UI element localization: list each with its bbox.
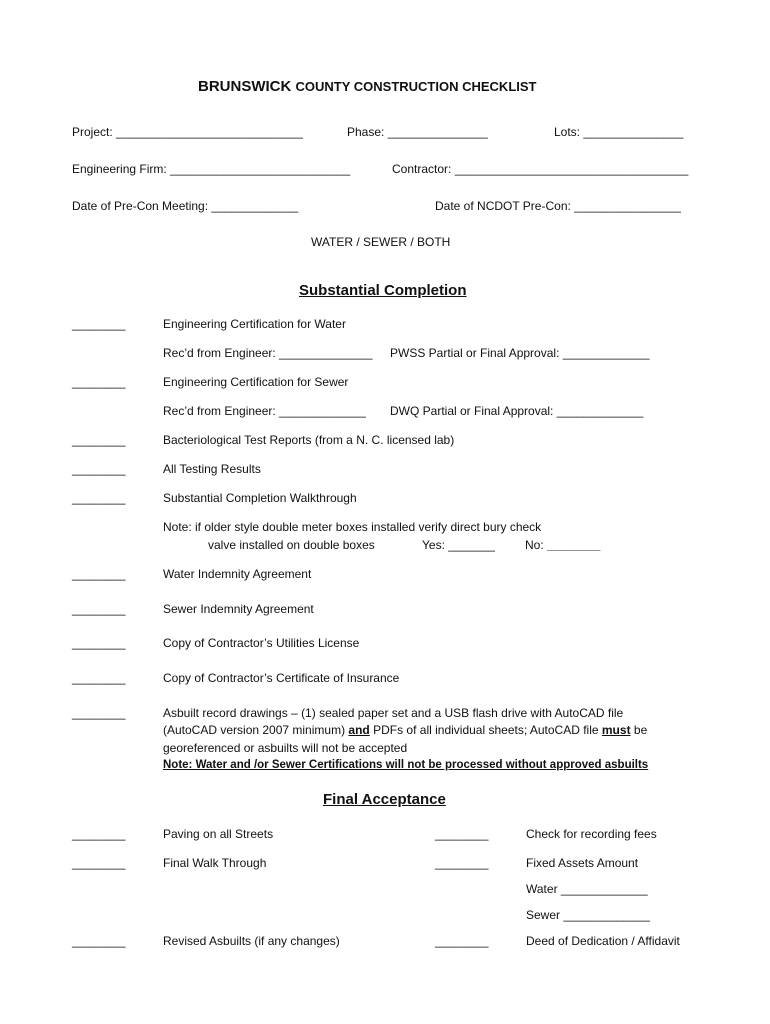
substantial-completion-heading: Substantial Completion	[299, 282, 467, 299]
checkbox-blank[interactable]: ________	[72, 934, 126, 948]
checkbox-blank[interactable]: ________	[72, 375, 126, 389]
asbuilt-line-1: Asbuilt record drawings – (1) sealed paper set and a USB flash drive with AutoCAD file	[163, 706, 624, 720]
no-label: No:	[525, 538, 544, 552]
checkbox-blank[interactable]: ________	[72, 706, 126, 720]
checkbox-blank[interactable]: ________	[72, 567, 126, 581]
asbuilt-line-2: (AutoCAD version 2007 minimum) and PDFs of all individual sheets; AutoCAD file must be	[163, 723, 648, 737]
water-indemnity: Water Indemnity Agreement	[163, 567, 312, 581]
checkbox-blank[interactable]: ________	[72, 636, 126, 650]
asbuilt-line-3: georeferenced or asbuilts will not be accepted	[163, 741, 408, 755]
contractor-field[interactable]: Contractor: ___________________________________	[392, 162, 689, 176]
dwq-approval-field[interactable]: DWQ Partial or Final Approval: _____________	[390, 404, 644, 418]
utility-type: WATER / SEWER / BOTH	[311, 235, 451, 249]
revised-asbuilts: Revised Asbuilts (if any changes)	[163, 934, 340, 948]
checkbox-blank[interactable]: ________	[72, 491, 126, 505]
checkbox-blank[interactable]: ________	[72, 462, 126, 476]
yes-field[interactable]: Yes: _______	[422, 538, 495, 552]
final-walk-through: Final Walk Through	[163, 856, 267, 870]
fixed-assets-amount: Fixed Assets Amount	[526, 856, 639, 870]
precon-date-field[interactable]: Date of Pre-Con Meeting: _____________	[72, 199, 299, 213]
phase-field[interactable]: Phase: _______________	[347, 125, 488, 139]
eng-cert-sewer: Engineering Certification for Sewer	[163, 375, 349, 389]
checkbox-blank[interactable]: ________	[435, 934, 489, 948]
certificate-of-insurance: Copy of Contractor’s Certificate of Insurance	[163, 671, 400, 685]
and-emphasis: and	[348, 723, 370, 737]
all-testing-results: All Testing Results	[163, 462, 261, 476]
no-field[interactable]	[525, 538, 600, 552]
recd-water-field[interactable]: Rec’d from Engineer: ______________	[163, 346, 373, 360]
checkbox-blank[interactable]: ________	[72, 433, 126, 447]
engineering-firm-field[interactable]: Engineering Firm: ___________________________	[72, 162, 351, 176]
ncdot-precon-field[interactable]: Date of NCDOT Pre-Con: ________________	[435, 199, 681, 213]
completion-walkthrough: Substantial Completion Walkthrough	[163, 491, 357, 505]
must-emphasis: must	[601, 723, 631, 737]
meter-box-note-cont: valve installed on double boxes	[208, 538, 375, 552]
recd-sewer-field[interactable]: Rec’d from Engineer: _____________	[163, 404, 366, 418]
pwss-approval-field[interactable]: PWSS Partial or Final Approval: _____________	[390, 346, 650, 360]
checkbox-blank[interactable]: ________	[72, 827, 126, 841]
paving-streets: Paving on all Streets	[163, 827, 274, 841]
sewer-indemnity: Sewer Indemnity Agreement	[163, 602, 314, 616]
title-main: BRUNSWICK	[198, 78, 292, 95]
checkbox-blank[interactable]: ________	[72, 856, 126, 870]
checkbox-blank[interactable]: ________	[435, 827, 489, 841]
checkbox-blank[interactable]: ________	[435, 856, 489, 870]
asbuilt-note: Note: Water and /or Sewer Certifications will not be processed without approved asbuilts	[163, 759, 649, 771]
eng-cert-water: Engineering Certification for Water	[163, 317, 346, 331]
water-amount-field[interactable]: Water _____________	[526, 882, 648, 896]
final-acceptance-heading: Final Acceptance	[323, 791, 446, 808]
deed-of-dedication: Deed of Dedication / Affidavit	[526, 934, 680, 948]
checkbox-blank[interactable]: ________	[72, 317, 126, 331]
contractor-license: Copy of Contractor’s Utilities License	[163, 636, 360, 650]
checkbox-blank[interactable]: ________	[72, 602, 126, 616]
title-rest: COUNTY CONSTRUCTION CHECKLIST	[295, 79, 537, 94]
lots-field[interactable]: Lots: _______________	[554, 125, 684, 139]
page-title	[198, 80, 536, 94]
bacteriological-reports: Bacteriological Test Reports (from a N. C. licensed lab)	[163, 433, 455, 447]
sewer-amount-field[interactable]: Sewer _____________	[526, 908, 651, 922]
no-blank[interactable]: ________	[547, 538, 601, 552]
checkbox-blank[interactable]: ________	[72, 671, 126, 685]
meter-box-note: Note: if older style double meter boxes installed verify direct bury check	[163, 520, 542, 534]
project-field[interactable]: Project: ____________________________	[72, 125, 303, 139]
recording-fees: Check for recording fees	[526, 827, 657, 841]
